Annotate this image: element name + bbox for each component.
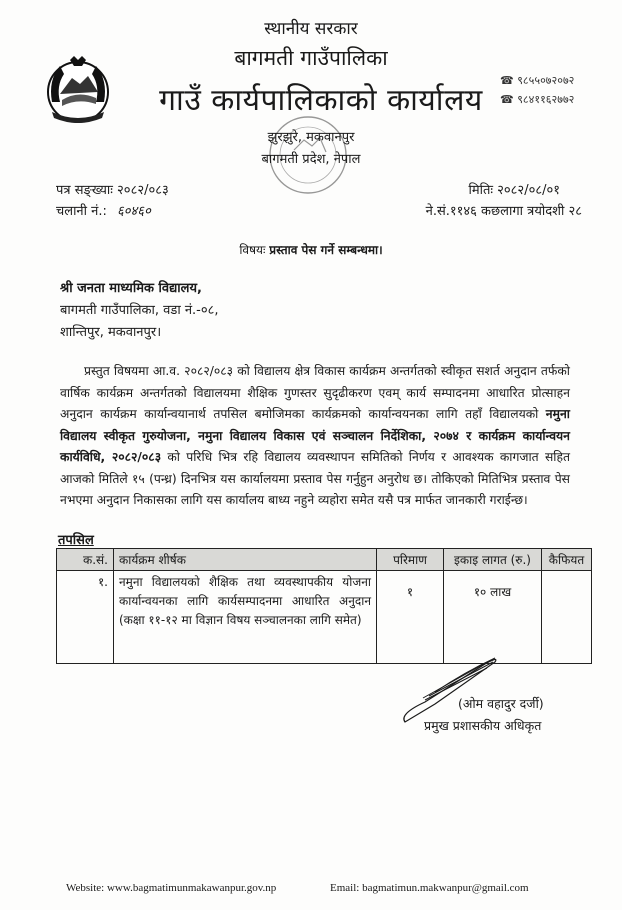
phone-1 (500, 73, 574, 88)
chalani-label: चलानी नं.: (56, 204, 107, 219)
cell-remarks (542, 571, 592, 664)
subject-line (0, 241, 622, 258)
letter-date (468, 180, 560, 198)
footer-email[interactable]: Email: bagmatimun.makwanpur@gmail.com (330, 882, 529, 894)
col-remarks: कैफियत (542, 549, 592, 571)
nepal-sambat-date: ने.सं.११४६ कछलागा त्रयोदशी २८ (425, 204, 582, 219)
office-title: गाउँ कार्यपालिकाको कार्यालय (159, 83, 483, 118)
footer-website[interactable]: Website: www.bagmatimunmakawanpur.gov.np (66, 882, 277, 894)
letter-body (60, 361, 570, 512)
cell-sn: १. (57, 571, 114, 664)
phone-number-1: ९८५५०७२०७२ (517, 74, 575, 87)
signatory-name: (ओम वहादुर दर्जी) (458, 696, 544, 711)
recipient-address-line2: बागमती गाउँपालिका, वडा नं.-०८, (60, 303, 219, 318)
local-government-label: स्थानीय सरकार (264, 19, 358, 39)
subject-label: विषयः (239, 243, 266, 257)
telephone-icon: ☎ (500, 93, 514, 106)
office-address-line2: बागमती प्रदेश, नेपाल (261, 152, 361, 167)
ref-value: २०८२/०८३ (117, 183, 169, 198)
col-sn: क.सं. (57, 549, 114, 571)
date-label: मितिः (468, 183, 494, 198)
telephone-icon: ☎ (500, 74, 514, 87)
col-unit-cost: इकाइ लागत (रु.) (444, 549, 542, 571)
col-program-title: कार्यक्रम शीर्षक (114, 549, 377, 571)
recipient-name: श्री जनता माध्यमिक विद्यालय, (60, 281, 202, 296)
cell-quantity: १ (377, 571, 444, 664)
date-value: २०८२/०८/०१ (497, 183, 560, 198)
body-part1: प्रस्तुत विषयमा आ.व. २०८२/०८३ को विद्यालय क्षेत्र विकास कार्यक्रम अन्तर्गतको स्वीकृत सशर्त अनुदान तर्फको वार्षिक कार्यक्रम अन्तर्गतको विद्यालयमा शैक्षिक गुणस्तर सुदृढीकरण एवम् कार्य सम्पादनमा आधारित प्रोत्साहन अनुदान कार्यक्रम कार्यान्वयानार्थ तपसिल बमोजिमका कार्यक्रमको कार्यान्वयनका लागि तहाँ विद्यालयको (60, 364, 570, 421)
tapasil-heading: तपसिल (58, 533, 94, 548)
tapasil-table (56, 548, 592, 664)
phone-number-2: ९८४११६२७७२ (517, 93, 575, 106)
phone-2 (500, 92, 574, 107)
municipality-name: बागमती गाउँपालिका (234, 46, 388, 70)
office-address-line1: झुरझुरे, मकवानपुर (267, 130, 355, 145)
cell-program-title: नमुना विद्यालयको शैक्षिक तथा व्यवस्थापकीय योजना कार्यान्वयनका लागि कार्यसम्पादनमा आधारित अनुदान (कक्षा ११-१२ मा विज्ञान विषय सञ्चालनका लागि समेत) (114, 571, 377, 664)
chalani-value: ६०४६० (117, 204, 151, 219)
subject-text: प्रस्ताव पेस गर्ने सम्बन्धमा। (269, 243, 383, 257)
reference-number (56, 180, 169, 198)
col-quantity: परिमाण (377, 549, 444, 571)
table-header-row (57, 549, 592, 571)
signatory-title: प्रमुख प्रशासकीय अधिकृत (424, 718, 542, 733)
table-row (57, 571, 592, 664)
cell-unit-cost: १० लाख (444, 571, 542, 664)
body-part2: को परिधि भित्र रहि विद्यालय व्यवस्थापन समितिको निर्णय र आवश्यक कागजात सहित आजको मितिले १५ (पन्ध्र) दिनभित्र यस कार्यालयमा प्रस्ताव पेस गर्नुहुन अनुरोध छ। तोकिएको मितिभित्र प्रस्ताव पेस नभएमा अनुदान निकासका लागि यस कार्यालय बाध्य नहुने व्यहोरा समेत यसै पत्र मार्फत जानकारी गराईन्छ। (60, 450, 570, 507)
ref-label: पत्र सङ्ख्याः (56, 183, 113, 198)
body-bold: नमुना विद्यालय स्वीकृत गुरुयोजना, नमुना विद्यालय विकास एवं सञ्चालन निर्देशिका, २०७४ र कार्यक्रम कार्यान्वयन कार्यविधि, २०८२/०८३ (60, 407, 570, 464)
dispatch-number (56, 201, 151, 219)
recipient-address-line3: शान्तिपुर, मकवानपुर। (60, 325, 162, 340)
